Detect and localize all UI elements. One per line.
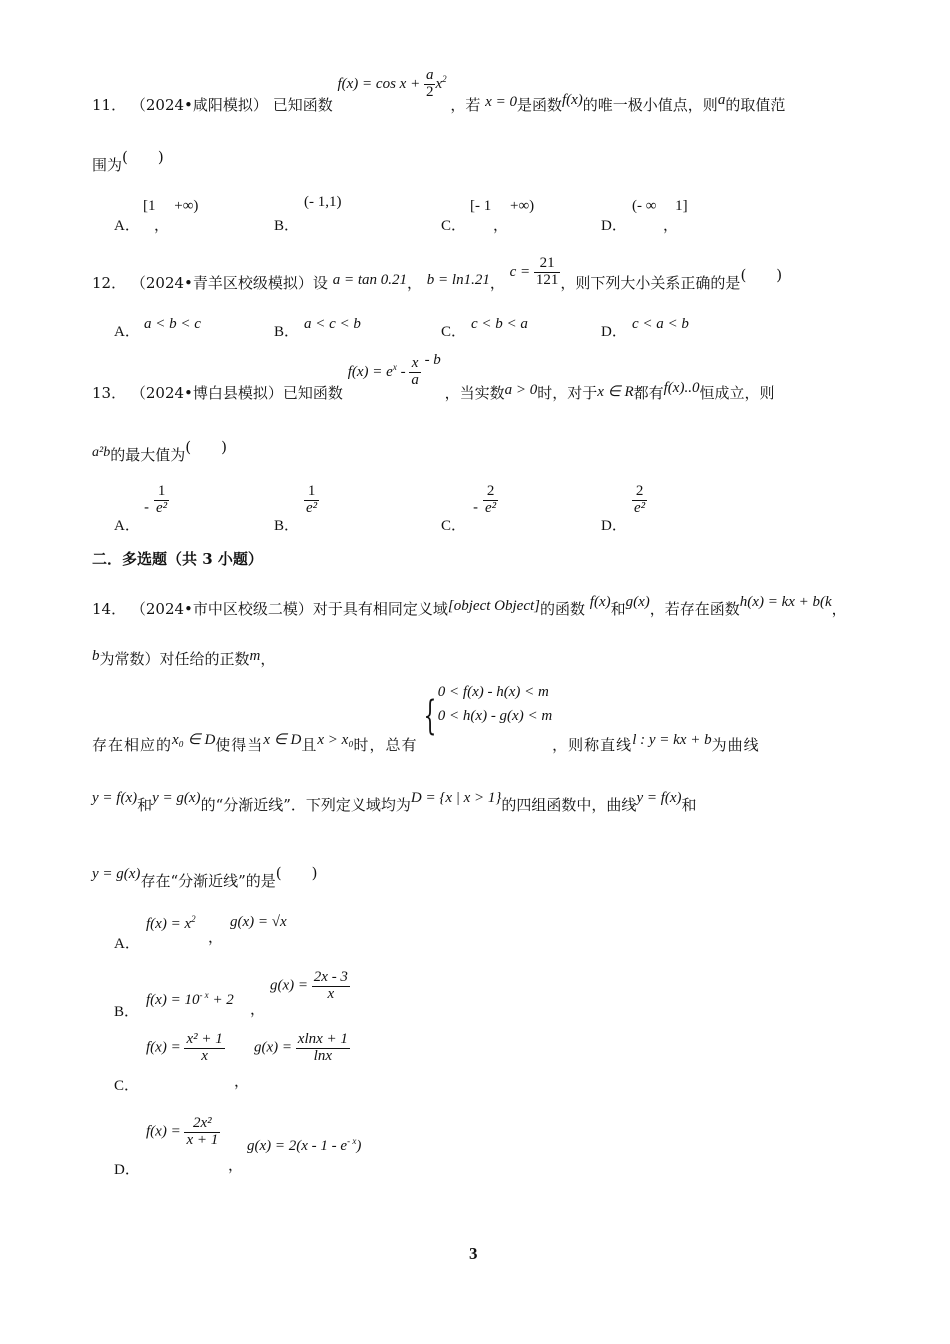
q13-option-c-frac: $\frac{2}{\text{e²}}$ <box>485 483 497 516</box>
q14-option-b-g: g(x) = $\frac{2x - 3}{x}$ <box>270 969 348 1002</box>
q14-fx: f(x) <box>589 594 611 610</box>
answer-paren: ( ) <box>740 265 783 284</box>
q14-y-gx: y = g(x) <box>152 790 201 806</box>
q14-domain-def: D = {x | x > 1} <box>410 790 502 806</box>
q14-x-in-d: x ∈ D <box>263 732 302 748</box>
q14-m: m <box>249 648 261 664</box>
q13-option-b: B． $\frac{1}{\text{e²}}$ <box>274 483 318 534</box>
q13-cond: a > 0 <box>504 381 538 398</box>
q14-y-fx-2: y = f(x) <box>636 790 682 806</box>
q14-domain-d: [object Object] <box>447 598 540 614</box>
q11-option-a: A． [1 +∞) ， <box>114 198 199 234</box>
q12-option-a: a < b < c <box>144 316 201 332</box>
q12-option-d: c < a < b <box>632 316 689 332</box>
q11-line2: 围为( ) <box>92 148 164 174</box>
q11-line1 <box>92 67 786 122</box>
q11-text: 是函数 <box>516 95 562 114</box>
q14-y-gx-2: y = g(x) <box>92 866 141 882</box>
q12-option-d-label: D． <box>601 324 627 340</box>
q12-option-b-label: B． <box>274 324 300 340</box>
q14-option-d-f: f(x) = $\frac{\text{2x²}}{x + 1}$ <box>146 1115 219 1148</box>
q13-function-def: $f(x) = e^x$ - $\frac{x}{a}$ - b <box>347 351 441 388</box>
q13-option-a-frac: $\frac{1}{\text{e²}}$ <box>156 483 168 516</box>
answer-paren: ( ) <box>185 438 227 456</box>
q14-b: b <box>92 648 100 664</box>
q11-option-c: C． [- 1 +∞) ， <box>441 198 535 234</box>
q14-inequality-system: 0 < f(x) - h(x) < m 0 < h(x) - g(x) < m <box>437 684 553 724</box>
section-heading-multi-choice: 二．多选题（共 3 小题） <box>92 550 263 568</box>
q14-option-c-f: f(x) = $\frac{\text{x² + 1}}{x}$ <box>146 1031 223 1064</box>
q12-option-a-label: A． <box>114 324 140 340</box>
q14-option-c: C． f(x) = $\frac{\text{x² + 1}}{x}$ ， g(x) = $\frac{xlnx + 1}{\ln x}$ <box>114 1031 348 1094</box>
q12-option-c: c < b < a <box>471 316 528 332</box>
q11-function-def: f(x) = cos x + $\frac{a}{2}$ $x^2$ <box>337 67 447 100</box>
q14-source: （2024•市中区校级二模） <box>130 600 313 618</box>
answer-paren: ( ) <box>275 864 318 882</box>
q14-line5: y = g(x)存在“分渐近线”的是( ) <box>92 864 318 890</box>
q13-number: 13． <box>92 383 127 402</box>
q14-x0-in-d: x₀ ∈ D <box>172 732 216 748</box>
q13-option-d-frac: $\frac{2}{\text{e²}}$ <box>634 483 646 516</box>
q11-source: （2024•咸阳模拟） <box>130 95 268 114</box>
q12-number: 12． <box>92 273 127 292</box>
q13-option-a: A． - $\frac{1}{\text{e²}}$ <box>114 483 168 534</box>
q13-fx-geq-0: f(x)..0 <box>663 379 700 396</box>
q13-option-c: C． - $\frac{2}{\text{e²}}$ <box>441 483 497 534</box>
q12-option-b: a < c < b <box>304 316 361 332</box>
q14-line2: b为常数）对任给的正数m， <box>92 648 276 668</box>
q13-option-d: D． $\frac{2}{\text{e²}}$ <box>601 483 646 534</box>
q12-c-def: c = $\frac{21}{121}$ <box>509 255 559 288</box>
page-number: 3 <box>469 1244 478 1263</box>
q14-x-gt-x0: x > x₀ <box>317 732 354 748</box>
q11-text: 已知函数 <box>272 95 333 114</box>
q14-option-a: A． $f(x) = x^2$ ， g(x) = √x <box>114 914 287 952</box>
q11-text: 的唯一极小值点，则 <box>582 95 718 114</box>
q14-gx: g(x) <box>625 594 650 610</box>
q11-text: ，若 <box>450 95 481 114</box>
q14-hx: h(x) = kx + b(k <box>739 594 832 610</box>
q14-line3: 存在相应的x₀ ∈ D使得当x ∈ D且x > x₀时，总有 { 0 < f(x) - h(x) < m 0 < h(x) - g(x) < m ，则称直线l : y = kx + b为曲线 <box>92 684 760 744</box>
q14-option-b-f: $f(x) = 10^{- x} + 2$ <box>146 990 234 1008</box>
q14-line-l: l : y = kx + b <box>632 732 712 748</box>
q12-source: （2024•青羊区校级模拟） <box>130 273 313 292</box>
q13-a2b: a²b <box>92 445 111 460</box>
q14-option-a-g: g(x) = √x <box>230 914 287 930</box>
q14-option-b: B． $f(x) = 10^{- x} + 2$ ， g(x) = $\frac{2x - 3}{x}$ <box>114 969 348 1020</box>
left-brace: { <box>423 693 438 739</box>
q13-line1: 13． （2024•博白县模拟）已知函数 $f(x) = e^x$ - $\frac{x}{a}$ - b ，当实数a > 0时，对于x ∈ R都有f(x)..0恒成立，则 <box>92 351 775 402</box>
answer-paren: ( ) <box>122 148 164 166</box>
q11-a: a <box>717 91 726 108</box>
q14-option-d-g: $g(x) = 2(x - 1 - e^{- x})$ <box>247 1136 362 1154</box>
q14-option-d: D． f(x) = $\frac{\text{2x²}}{x + 1}$ ， $g(x) = 2(x - 1 - e^{- x})$ <box>114 1115 362 1178</box>
q12-line1: 12． （2024•青羊区校级模拟）设 a = tan 0.21， b = ln1.21， c = $\frac{21}{121}$ ，则下列大小关系正确的是( ) <box>92 255 783 292</box>
q12-b-def: b = ln1.21 <box>426 271 490 288</box>
q13-source: （2024•博白县模拟） <box>130 383 283 402</box>
q12-a-def: a = tan 0.21 <box>332 271 407 288</box>
q13-line2: a²b的最大值为( ) <box>92 438 227 464</box>
q14-y-fx: y = f(x) <box>92 790 138 806</box>
q14-number: 14． <box>92 600 127 618</box>
q11-x-eq-0: x = 0 <box>485 93 517 110</box>
q11-fx: f(x) <box>561 91 583 108</box>
q14-option-a-f: $f(x) = x^2$ <box>146 914 196 932</box>
q11-option-d: D． (- ∞ 1] ， <box>601 198 688 234</box>
q12-option-c-label: C． <box>441 324 467 340</box>
q11-text: 的取值范 <box>725 95 786 114</box>
q13-x-in-r: x ∈ R <box>597 383 634 400</box>
q11-option-b: B． (- 1,1) <box>274 194 342 234</box>
q14-option-c-g: g(x) = $\frac{xlnx + 1}{\ln x}$ <box>254 1031 348 1064</box>
q13-option-b-frac: $\frac{1}{\text{e²}}$ <box>306 483 318 516</box>
q11-number: 11． <box>92 95 127 114</box>
q14-line1: 14． （2024•市中区校级二模）对于具有相同定义域[object Object]的函数 f(x)和g(x)，若存在函数h(x) = kx + b(k， <box>92 594 847 618</box>
q14-line4: y = f(x)和y = g(x)的“分渐近线”．下列定义域均为D = {x | x > 1}的四组函数中，曲线y = f(x)和 <box>92 790 697 814</box>
